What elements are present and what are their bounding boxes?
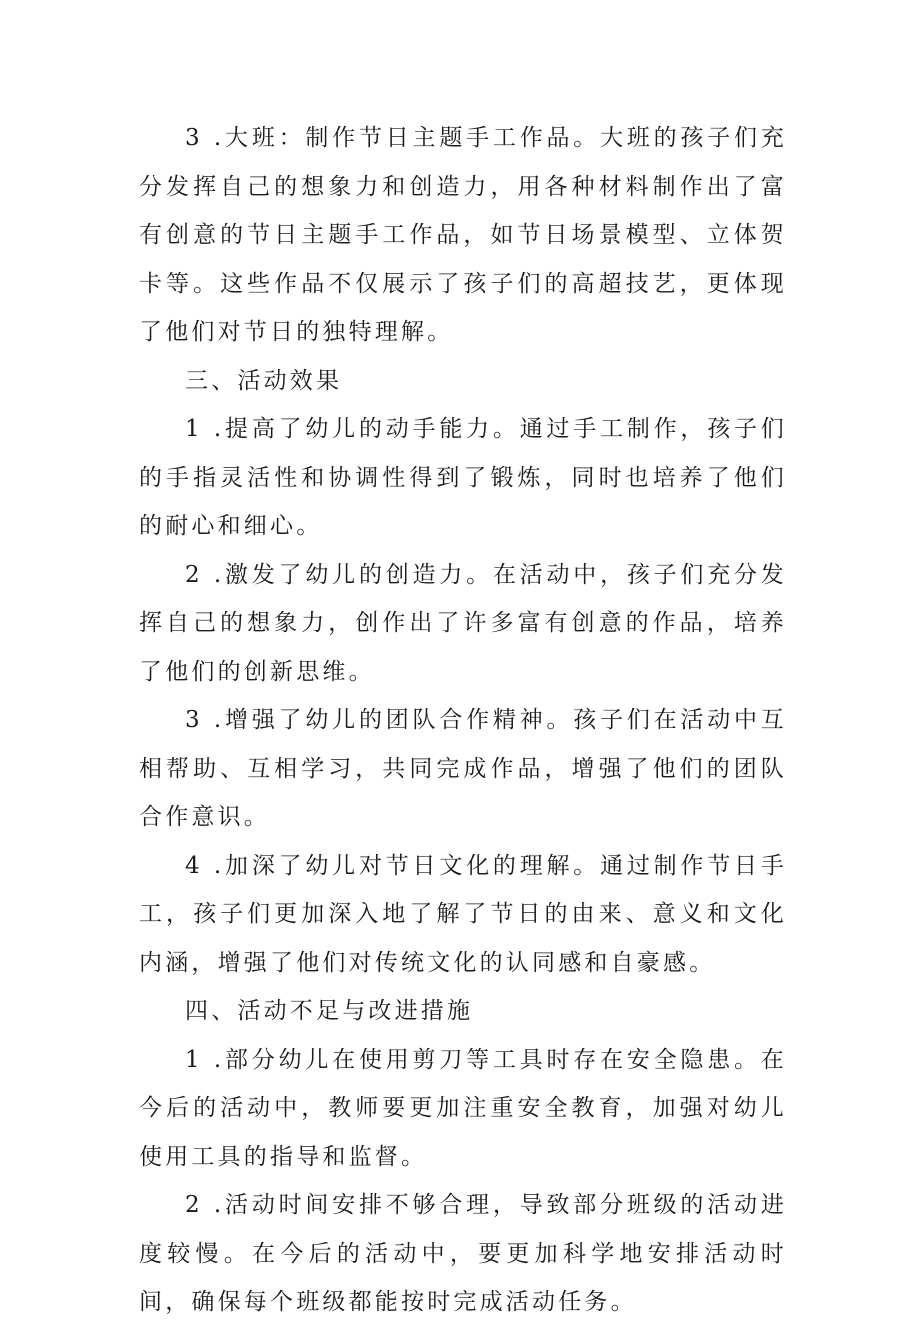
section-heading-shortcomings: 四、活动不足与改进措施 [185, 998, 474, 1024]
paragraph-effect-teamwork: 3 .增强了幼儿的团队合作精神。孩子们在活动中互相帮助、互相学习，共同完成作品，增强了他们的团队合作意识。 [139, 707, 787, 830]
paragraph-shortcoming-schedule: 2 .活动时间安排不够合理，导致部分班级的活动进度较慢。在今后的活动中，要更加科学地安排活动时间，确保每个班级都能按时完成活动任务。 [139, 1192, 787, 1315]
paragraph-effect-hands-on: 1 .提高了幼儿的动手能力。通过手工制作，孩子们的手指灵活性和协调性得到了锻炼，同时也培养了他们的耐心和细心。 [139, 416, 787, 539]
paragraph-effect-culture: 4 .加深了幼儿对节日文化的理解。通过制作节日手工，孩子们更加深入地了解了节日的由来、意义和文化内涵，增强了他们对传统文化的认同感和自豪感。 [139, 852, 787, 976]
paragraph-shortcoming-safety: 1 .部分幼儿在使用剪刀等工具时存在安全隐患。在今后的活动中，教师要更加注重安全教育，加强对幼儿使用工具的指导和监督。 [139, 1046, 787, 1170]
paragraph-large-class-crafts: 3 .大班：制作节日主题手工作品。大班的孩子们充分发挥自己的想象力和创造力，用各种材料制作出了富有创意的节日主题手工作品，如节日场景模型、立体贺卡等。这些作品不仅展示了孩子们的高超技艺，更体现了他们对节日的独特理解。 [139, 125, 787, 345]
paragraph-effect-creativity: 2 .激发了幼儿的创造力。在活动中，孩子们充分发挥自己的想象力，创作出了许多富有创意的作品，培养了他们的创新思维。 [139, 561, 787, 685]
section-heading-activity-effects: 三、活动效果 [185, 367, 343, 394]
document-body [139, 114, 787, 1327]
